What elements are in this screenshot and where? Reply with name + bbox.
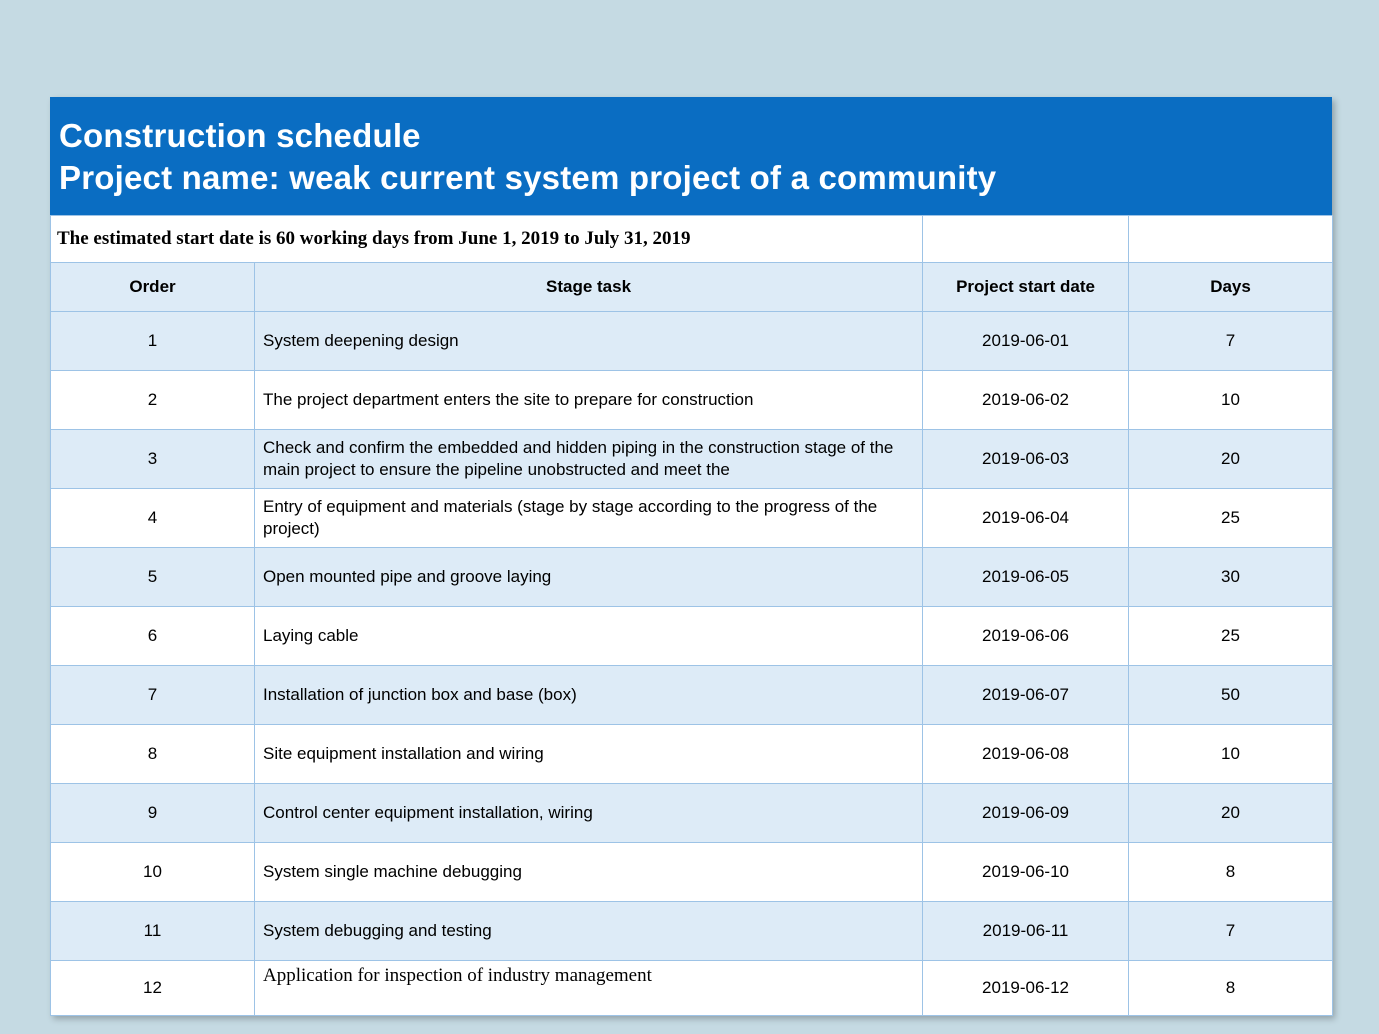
- cell-days: 30: [1129, 548, 1333, 607]
- cell-date: 2019-06-04: [923, 489, 1129, 548]
- cell-order: 3: [51, 430, 255, 489]
- table-row: [51, 725, 1333, 784]
- cell-days: 20: [1129, 430, 1333, 489]
- table-row: [51, 548, 1333, 607]
- note-spacer-days: [1129, 216, 1333, 263]
- cell-date: 2019-06-08: [923, 725, 1129, 784]
- table-row: [51, 843, 1333, 902]
- cell-order: 6: [51, 607, 255, 666]
- note-spacer-date: [923, 216, 1129, 263]
- cell-order: 9: [51, 784, 255, 843]
- cell-task: Site equipment installation and wiring: [255, 725, 923, 784]
- document-title: Construction schedule: [59, 117, 421, 154]
- cell-date: 2019-06-02: [923, 371, 1129, 430]
- table-row: [51, 312, 1333, 371]
- cell-date: 2019-06-06: [923, 607, 1129, 666]
- table-row: [51, 371, 1333, 430]
- table-row: [51, 607, 1333, 666]
- cell-date: 2019-06-01: [923, 312, 1129, 371]
- table-row: [51, 902, 1333, 961]
- cell-date: 2019-06-05: [923, 548, 1129, 607]
- cell-order: 11: [51, 902, 255, 961]
- cell-task: Open mounted pipe and groove laying: [255, 548, 923, 607]
- cell-date: 2019-06-03: [923, 430, 1129, 489]
- cell-days: 8: [1129, 843, 1333, 902]
- cell-task: Control center equipment installation, wiring: [255, 784, 923, 843]
- table-header-row: [51, 263, 1333, 312]
- column-header-days: Days: [1129, 263, 1333, 312]
- cell-order: 10: [51, 843, 255, 902]
- cell-task: System single machine debugging: [255, 843, 923, 902]
- cell-order: 12: [51, 961, 255, 1016]
- cell-date: 2019-06-10: [923, 843, 1129, 902]
- cell-task: Check and confirm the embedded and hidden piping in the construction stage of the main project to ensure the pipeline unobstructed and meet the: [255, 430, 923, 489]
- cell-task: Application for inspection of industry management: [255, 961, 923, 1016]
- note-row: [51, 216, 1333, 263]
- cell-order: 2: [51, 371, 255, 430]
- project-name: Project name: weak current system project of a community: [59, 159, 997, 197]
- cell-task: Entry of equipment and materials (stage by stage according to the progress of the project): [255, 489, 923, 548]
- cell-task: Laying cable: [255, 607, 923, 666]
- cell-days: 10: [1129, 371, 1333, 430]
- cell-days: 25: [1129, 607, 1333, 666]
- cell-date: 2019-06-07: [923, 666, 1129, 725]
- table-row: [51, 489, 1333, 548]
- column-header-task: Stage task: [255, 263, 923, 312]
- cell-days: 8: [1129, 961, 1333, 1016]
- schedule-table: [50, 215, 1333, 1016]
- cell-task: System debugging and testing: [255, 902, 923, 961]
- table-row: [51, 961, 1333, 1016]
- cell-task: Installation of junction box and base (box): [255, 666, 923, 725]
- cell-task: The project department enters the site to prepare for construction: [255, 371, 923, 430]
- column-header-order: Order: [51, 263, 255, 312]
- cell-days: 50: [1129, 666, 1333, 725]
- cell-order: 5: [51, 548, 255, 607]
- table-row: [51, 666, 1333, 725]
- cell-order: 8: [51, 725, 255, 784]
- cell-date: 2019-06-12: [923, 961, 1129, 1016]
- cell-task: System deepening design: [255, 312, 923, 371]
- cell-days: 10: [1129, 725, 1333, 784]
- cell-date: 2019-06-11: [923, 902, 1129, 961]
- table-row: [51, 784, 1333, 843]
- estimated-start-note: The estimated start date is 60 working days from June 1, 2019 to July 31, 2019: [51, 216, 923, 263]
- cell-order: 7: [51, 666, 255, 725]
- schedule-document: [50, 97, 1332, 1016]
- cell-date: 2019-06-09: [923, 784, 1129, 843]
- column-header-date: Project start date: [923, 263, 1129, 312]
- cell-days: 20: [1129, 784, 1333, 843]
- cell-days: 7: [1129, 312, 1333, 371]
- cell-days: 25: [1129, 489, 1333, 548]
- cell-order: 1: [51, 312, 255, 371]
- table-body: [51, 312, 1333, 1016]
- cell-days: 7: [1129, 902, 1333, 961]
- table-row: [51, 430, 1333, 489]
- title-banner: [50, 97, 1332, 215]
- cell-order: 4: [51, 489, 255, 548]
